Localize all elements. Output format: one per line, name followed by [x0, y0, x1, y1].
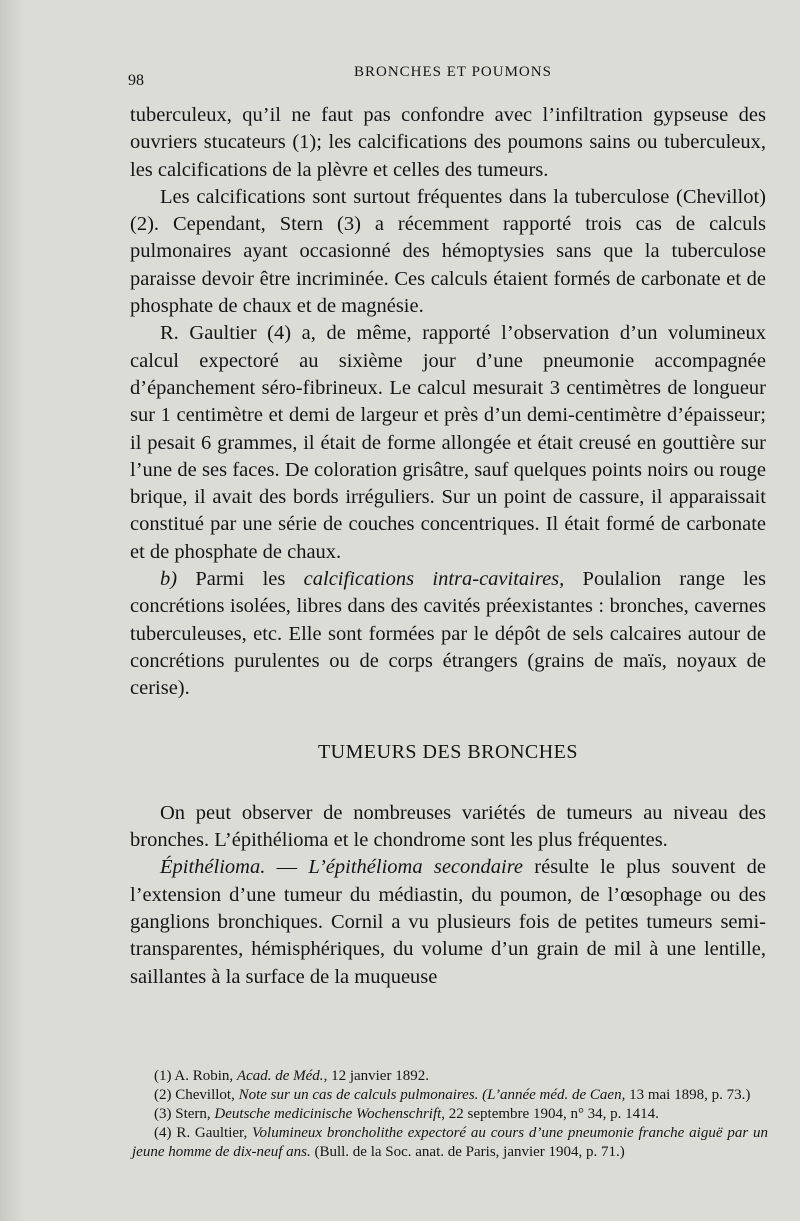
running-head: BRONCHES ET POUMONS	[354, 64, 552, 80]
paragraph-continuation: tuberculeux, qu’il ne faut pas confondre avec l’infiltration gypseuse des ouvriers stucateurs (1); les calcifications des poumons sains ou tuberculeux, les calcifications de la plèvre et celles des tumeurs.	[130, 104, 766, 181]
text-run: —	[265, 856, 309, 879]
footnote-title: Deutsche medicinische Wochenschrift,	[214, 1106, 446, 1122]
text-run: Parmi les	[177, 568, 304, 591]
text-run: résulte le plus souvent de l’extension d’une tumeur du médiastin, du poumon, de l’œsophage ou des ganglions bronchiques. Cornil a vu plusieurs fois de petites tumeurs semi-transparentes, hémisphériques, du volume d’un grain de mil à une lentille, saillantes à la surface de la muqueuse	[130, 856, 766, 988]
footnote-ref: (Bull. de la Soc. anat. de Paris, janvier 1904, p. 71.)	[310, 1144, 625, 1160]
footnote-2	[132, 1086, 768, 1105]
footnote-1	[132, 1067, 768, 1086]
text-run: Poulalion range les concrétions isolées, libres dans des cavités préexistantes : bronches, cavernes tuberculeuses, etc. Elle sont formées par le dépôt de sels calcaires autour de concrétions purulentes ou de corps étrangers (grains de maïs, noyaux de cerise).	[130, 568, 766, 700]
footnote-ref: 22 septembre 1904, n° 34, p. 1414.	[445, 1106, 659, 1122]
list-marker: b)	[160, 568, 178, 591]
footnote-title: Acad. de Méd.	[236, 1068, 324, 1084]
emphasis-text: calcifications intra-cavitaires,	[303, 568, 565, 591]
paragraph-tumeurs: On peut observer de nombreuses variétés de tumeurs au niveau des bronches. L’épithélioma et le chondrome sont les plus fréquentes.	[130, 801, 766, 852]
body-text	[130, 102, 766, 991]
subheading-epithelioma: Épithélioma.	[160, 856, 266, 879]
footnote-ref: , 12 janvier 1892.	[323, 1068, 429, 1084]
page-gutter	[0, 0, 26, 1221]
footnote-ref: 13 mai 1898, p. 73.)	[625, 1087, 751, 1103]
paragraph-calcifications: Les calcifications sont surtout fréquentes dans la tuberculose (Chevillot) (2). Cependant, Stern (3) a récemment rapporté trois cas de calculs pulmonaires ayant occasionné des hémoptysies sans que la tuberculose paraisse devoir être incriminée. Ces calculs étaient formés de carbonate et de phosphate de chaux et de magnésie.	[130, 185, 766, 318]
footnote-author: (4) R. Gaultier,	[154, 1125, 253, 1141]
footnote-title: Volumineux broncholithe expectoré au cours d’une pneumonie franche aiguë par un jeune homme de dix-neuf ans.	[132, 1125, 768, 1160]
footnote-4	[132, 1124, 768, 1162]
page-header	[128, 64, 760, 88]
section-title: TUMEURS DES BRONCHES	[317, 740, 579, 763]
footnote-author: (2) Chevillot,	[154, 1087, 239, 1103]
emphasis-text: L’épithélioma secondaire	[308, 856, 524, 879]
footnote-title: Note sur un cas de calculs pulmonaires. (L’année méd. de Caen,	[238, 1087, 626, 1103]
paragraph-intra-cavitaires	[130, 566, 766, 702]
footnote-author: (3) Stern,	[154, 1106, 215, 1122]
footnote-3	[132, 1105, 768, 1124]
footnotes	[132, 1067, 768, 1162]
page-number: 98	[128, 72, 144, 89]
paragraph-gaultier: R. Gaultier (4) a, de même, rapporté l’observation d’un volumineux calcul expectoré au sixième jour d’une pneumonie accompagnée d’épanchement séro-fibrineux. Le calcul mesurait 3 centimètres de longueur sur 1 centimètre et demi de largeur et près d’un demi-centimètre d’épaisseur; il pesait 6 grammes, il était de forme allongée et était creusé en gouttière sur l’une de ses faces. De coloration grisâtre, sauf quelques points noirs ou rouge brique, il avait des bords irréguliers. Sur un point de cassure, il apparaissait constitué par une série de couches concentriques. Il était formé de carbonate et de phosphate de chaux.	[130, 322, 766, 563]
paragraph-epithelioma	[130, 854, 766, 990]
footnote-author: (1) A. Robin,	[154, 1068, 237, 1084]
